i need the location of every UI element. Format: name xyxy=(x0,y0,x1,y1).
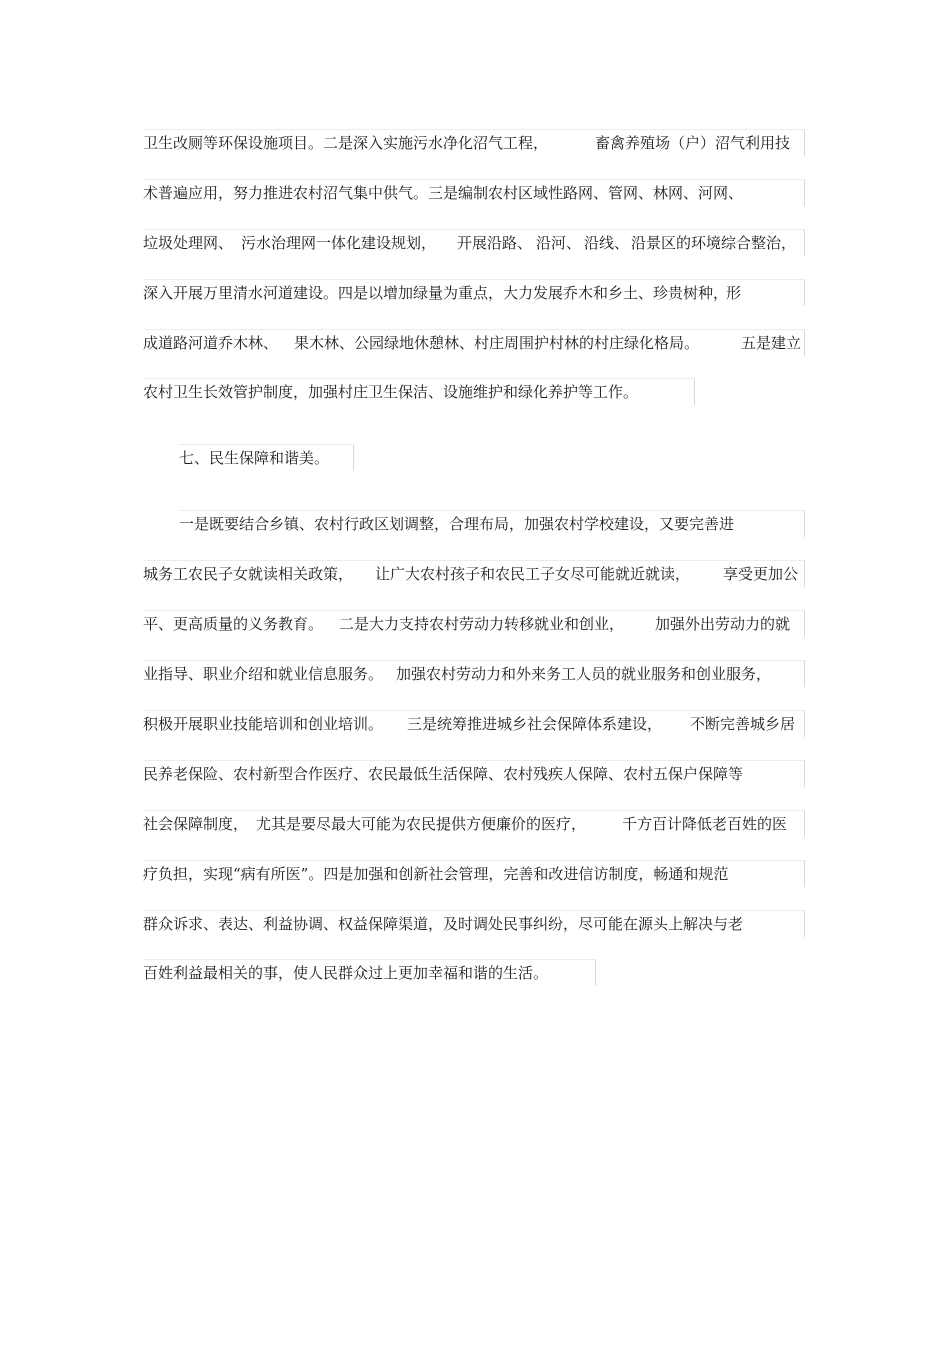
paragraph-line xyxy=(143,279,805,306)
text-segment: 民养老保险、农村新型合作医疗、农民最低生活保障、农村残疾人保障、农村五保户保障等 xyxy=(143,765,744,783)
text-segment: 一是既要结合乡镇、农村行政区划调整，合理布局，加强农村学校建设，又要完善进 xyxy=(179,515,735,533)
paragraph-line xyxy=(143,179,805,206)
text-segment: 城务工农民子女就读相关政策， xyxy=(143,565,354,583)
heading-text: 七、民生保障和谐美。 xyxy=(179,449,330,467)
paragraph-line xyxy=(143,329,805,356)
text-segment: 不断完善城乡居 xyxy=(690,715,796,733)
text-segment: 深入开展万里清水河道建设。四是以增加绿量为重点，大力发展乔木和乡土、珍贵树种， xyxy=(143,284,729,302)
text-segment: 二是大力支持农村劳动力转移就业和创业， xyxy=(339,615,625,633)
paragraph-line xyxy=(143,959,596,986)
paragraph-line xyxy=(143,860,805,887)
text-segment: 让广大农村孩子和农民工子女尽可能就近就读， xyxy=(375,565,691,583)
text-segment: 尤其是要尽最大可能为农民提供方便廉价的医疗， xyxy=(256,815,587,833)
paragraph-line xyxy=(143,760,805,787)
text-segment: 平、更高质量的义务教育。 xyxy=(143,615,324,633)
text-segment: 加强外出劳动力的就 xyxy=(655,615,791,633)
text-segment: 形 xyxy=(726,284,742,302)
text-segment: 果木林、公园绿地休憩林、村庄周围护村林的村庄绿化格局。 xyxy=(294,334,700,352)
text-segment: 群众诉求、表达、利益协调、权益保障渠道，及时调处民事纠纷，尽可能在源头上解决与老 xyxy=(143,915,744,933)
paragraph-line xyxy=(143,229,805,256)
text-segment: 卫生改厕等环保设施项目。二是深入实施污水净化沼气工程， xyxy=(143,134,549,152)
text-segment: 术普遍应用，努力推进农村沼气集中供气。三是编制农村区域性路网、管网、林网、河网、 xyxy=(143,184,744,202)
text-segment: 成道路河道乔木林、 xyxy=(143,334,279,352)
paragraph-line xyxy=(143,560,805,587)
paragraph-line xyxy=(143,378,695,405)
text-segment: 开展沿路、 xyxy=(457,234,533,252)
text-segment: 积极开展职业技能培训和创业培训。 xyxy=(143,715,384,733)
text-segment: 千方百计降低老百姓的医 xyxy=(622,815,788,833)
paragraph-line xyxy=(143,660,805,687)
text-segment: 垃圾处理网、 xyxy=(143,234,234,252)
text-segment: 加强农村劳动力和外来务工人员的就业服务和创业服务， xyxy=(396,665,772,683)
text-segment: 污水治理网一体化建设规划， xyxy=(241,234,437,252)
paragraph-line xyxy=(143,129,805,156)
text-segment: 社会保障制度， xyxy=(143,815,249,833)
text-segment: 农村卫生长效管护制度，加强村庄卫生保洁、设施维护和绿化养护等工作。 xyxy=(143,383,639,401)
text-segment: 沿线、 xyxy=(584,234,630,252)
text-segment: 五是建立 xyxy=(741,334,802,352)
text-segment: 沿河、 xyxy=(536,234,582,252)
text-segment: 疗负担，实现“病有所医”。四是加强和创新社会管理，完善和改进信访制度，畅通和规范 xyxy=(143,865,729,883)
text-segment: 百姓利益最相关的事，使人民群众过上更加幸福和谐的生活。 xyxy=(143,964,549,982)
paragraph-line xyxy=(179,510,805,537)
paragraph-line xyxy=(143,710,805,737)
section-heading xyxy=(179,444,354,471)
text-segment: 畜禽养殖场（户）沼气利用技 xyxy=(595,134,791,152)
text-segment: 沿景区的环境综合整治， xyxy=(631,234,797,252)
paragraph-line xyxy=(143,910,805,937)
text-segment: 享受更加公 xyxy=(723,565,799,583)
text-segment: 三是统筹推进城乡社会保障体系建设， xyxy=(407,715,663,733)
paragraph-line xyxy=(143,810,805,837)
text-segment: 业指导、职业介绍和就业信息服务。 xyxy=(143,665,384,683)
paragraph-line xyxy=(143,610,805,637)
